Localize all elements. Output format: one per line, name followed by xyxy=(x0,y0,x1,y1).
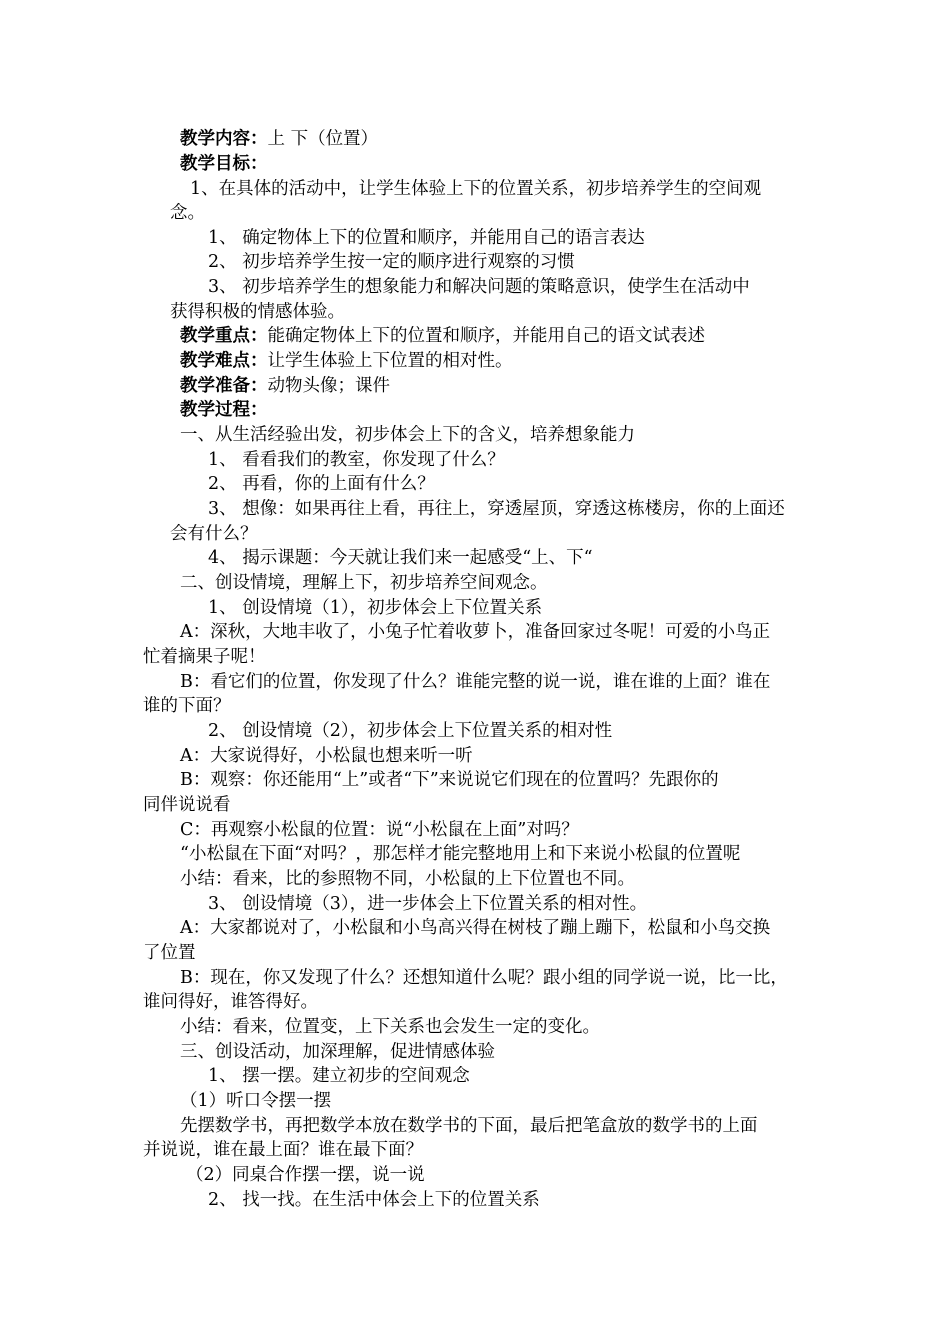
goals-label: 教学目标： xyxy=(180,154,268,174)
section-3-item-1: 1、 摆一摆。建立初步的空间观念 xyxy=(208,1066,470,1086)
goal-1: 1、 确定物体上下的位置和顺序，并能用自己的语言表达 xyxy=(208,228,645,248)
section-3-1-sub-2: （2）同桌合作摆一摆，说一说 xyxy=(186,1165,425,1185)
section-2-item-3: 3、 创设情境（3），进一步体会上下位置关系的相对性。 xyxy=(208,894,648,914)
section-2-3b-line-1: B：现在，你又发现了什么？还想知道什么呢？跟小组的同学说一说，比一比， xyxy=(180,968,788,988)
section-2-3a-line-2: 了位置 xyxy=(143,943,196,963)
section-2-2b-line-1: B：观察：你还能用“上”或者“下”来说说它们现在的位置吗？先跟你的 xyxy=(180,770,719,790)
content-value: 上 下（位置） xyxy=(267,129,379,149)
section-2-item-2: 2、 创设情境（2），初步体会上下位置关系的相对性 xyxy=(208,721,613,741)
section-1-item-3-line-2: 会有什么？ xyxy=(170,524,258,544)
section-2-1b-line-1: B：看它们的位置，你发现了什么？谁能完整的说一说，谁在谁的上面？谁在 xyxy=(180,672,771,692)
section-2-1b-line-2: 谁的下面？ xyxy=(143,696,231,716)
content-line xyxy=(180,127,378,152)
key-point-line xyxy=(180,324,705,349)
key-point-label: 教学重点： xyxy=(180,326,268,346)
section-2-2d: “小松鼠在下面“对吗？，那怎样才能完整地用上和下来说小松鼠的位置呢 xyxy=(180,844,741,864)
section-3-1-sub-1: （1）听口令摆一摆 xyxy=(180,1091,332,1111)
section-2-item-1: 1、 创设情境（1），初步体会上下位置关系 xyxy=(208,598,543,618)
section-3-1-sub-1-line-1: 先摆数学书，再把数学本放在数学书的下面，最后把笔盒放的数学书的上面 xyxy=(180,1116,758,1136)
goal-3-line-1: 3、 初步培养学生的想象能力和解决问题的策略意识，使学生在活动中 xyxy=(208,277,750,297)
section-2-title: 二、创设情境，理解上下，初步培养空间观念。 xyxy=(180,573,548,593)
section-2-3a-line-1: A：大家都说对了，小松鼠和小鸟高兴得在树枝了蹦上蹦下，松鼠和小鸟交换 xyxy=(180,918,771,938)
section-2-2b-line-2: 同伴说说看 xyxy=(143,795,231,815)
preparation-value: 动物头像；课件 xyxy=(267,376,390,396)
goal-3-line-2: 获得积极的情感体验。 xyxy=(170,302,345,322)
key-point-value: 能确定物体上下的位置和顺序，并能用自己的语文试表述 xyxy=(267,326,705,346)
goal-2: 2、 初步培养学生按一定的顺序进行观察的习惯 xyxy=(208,252,575,272)
content-label: 教学内容： xyxy=(180,129,268,149)
difficulty-line xyxy=(180,349,513,374)
section-1-item-4: 4、 揭示课题：今天就让我们来一起感受“上、下“ xyxy=(208,548,593,568)
section-2-3b-line-2: 谁问得好，谁答得好。 xyxy=(143,992,318,1012)
section-2-2a: A：大家说得好，小松鼠也想来听一听 xyxy=(180,746,473,766)
goal-intro-line-2: 念。 xyxy=(170,203,205,223)
section-1-item-2: 2、 再看，你的上面有什么？ xyxy=(208,474,435,494)
section-3-title: 三、创设活动，加深理解，促进情感体验 xyxy=(180,1042,495,1062)
goal-intro-line-1: 1、在具体的活动中，让学生体验上下的位置关系，初步培养学生的空间观 xyxy=(190,179,762,199)
section-2-2-summary: 小结：看来，比的参照物不同，小松鼠的上下位置也不同。 xyxy=(180,869,635,889)
preparation-line xyxy=(180,374,390,399)
preparation-label: 教学准备： xyxy=(180,376,268,396)
difficulty-value: 让学生体验上下位置的相对性。 xyxy=(267,351,513,371)
section-1-item-3-line-1: 3、 想像：如果再往上看，再往上，穿透屋顶，穿透这栋楼房，你的上面还 xyxy=(208,499,785,519)
section-1-item-1: 1、 看看我们的教室，你发现了什么？ xyxy=(208,450,505,470)
section-3-1-sub-1-line-2: 并说说，谁在最上面？谁在最下面？ xyxy=(143,1140,423,1160)
section-2-1a-line-1: A：深秋，大地丰收了，小兔子忙着收萝卜，准备回家过冬呢！可爱的小鸟正 xyxy=(180,622,771,642)
process-label: 教学过程： xyxy=(180,400,268,420)
difficulty-label: 教学难点： xyxy=(180,351,268,371)
section-3-item-2: 2、 找一找。在生活中体会上下的位置关系 xyxy=(208,1190,540,1210)
section-2-3-summary: 小结：看来，位置变，上下关系也会发生一定的变化。 xyxy=(180,1017,600,1037)
section-2-1a-line-2: 忙着摘果子呢！ xyxy=(143,647,266,667)
section-2-2c: C：再观察小松鼠的位置：说“小松鼠在上面”对吗？ xyxy=(180,820,579,840)
section-1-title: 一、从生活经验出发，初步体会上下的含义，培养想象能力 xyxy=(180,425,635,445)
